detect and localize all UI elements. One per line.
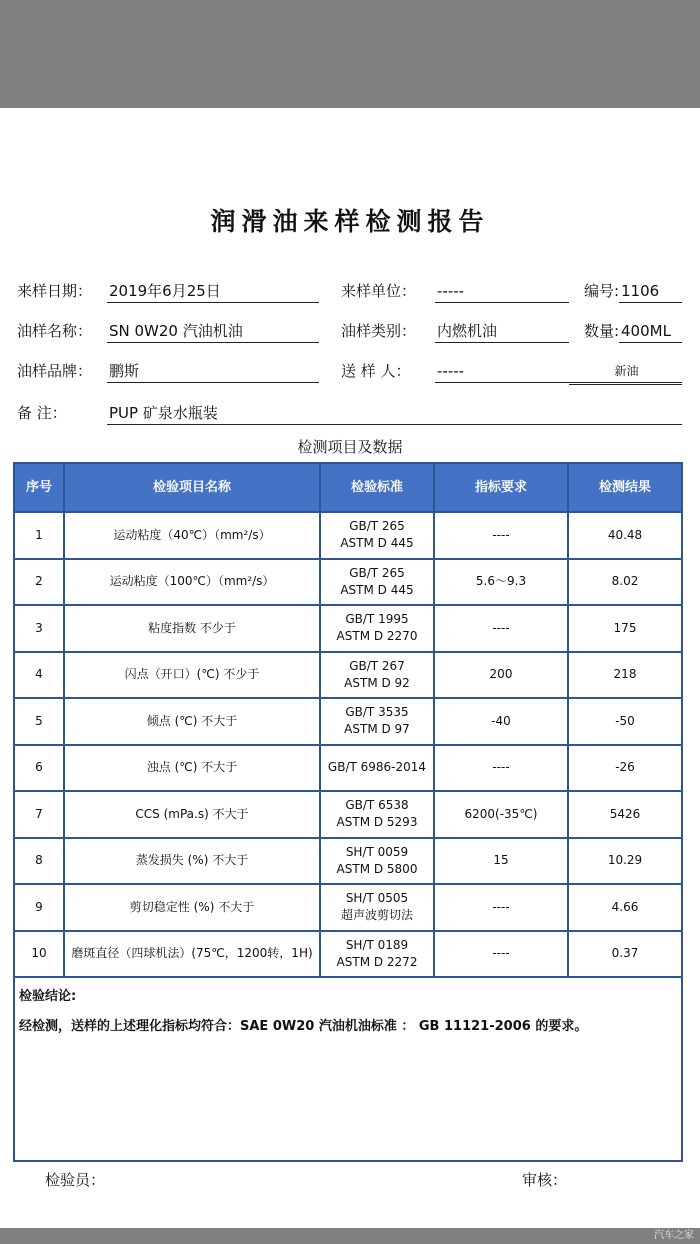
- row-item: 浊点 (℃) 不大于: [63, 746, 319, 791]
- row-item: 倾点 (℃) 不大于: [63, 699, 319, 744]
- row-standard: [319, 839, 433, 884]
- header-standard: 检验标准: [319, 464, 433, 511]
- row-result: 40.48: [567, 513, 681, 558]
- row-requirement: 6200(-35℃): [433, 792, 567, 837]
- bottom-gray-bar: [0, 1228, 700, 1244]
- row-no: 4: [35, 667, 43, 682]
- row-result: 175: [567, 606, 681, 651]
- row-standard: [319, 746, 433, 791]
- standard-line-2: ASTM D 445: [340, 582, 414, 597]
- header-no: 序号: [25, 480, 52, 495]
- report-title: 润滑油来样检测报告: [210, 207, 490, 236]
- header-result: 检测结果: [567, 464, 681, 511]
- standard-line-2: ASTM D 5293: [336, 815, 418, 830]
- sender-value: -----: [435, 361, 569, 383]
- sample-date-label: 来样日期：: [17, 282, 93, 300]
- row-result: 10.29: [567, 839, 681, 884]
- standard-line-2: ASTM D 2272: [336, 954, 418, 969]
- standard-line-1: GB/T 6538: [345, 798, 409, 813]
- row-no: 5: [35, 713, 43, 728]
- row-requirement: ----: [433, 746, 567, 791]
- quantity-value: 400ML: [619, 321, 682, 343]
- table-row: [15, 651, 681, 698]
- results-table: [13, 462, 683, 1162]
- row-item: 剪切稳定性 (%) 不大于: [63, 885, 319, 930]
- row-no: 6: [35, 760, 43, 775]
- row-no: 2: [35, 574, 43, 589]
- watermark: 汽车之家: [654, 1230, 694, 1241]
- standard-line-2: ASTM D 97: [344, 722, 410, 737]
- row-standard: [319, 932, 433, 977]
- conclusion-text: 经检测，送样的上述理化指标均符合：SAE 0W20 汽油机油标准 ： GB 11121-2006 的要求。: [19, 1019, 588, 1034]
- row-item: 粘度指数 不少于: [63, 606, 319, 651]
- row-requirement: ----: [433, 606, 567, 651]
- row-standard: [319, 653, 433, 698]
- row-no: 3: [35, 620, 43, 635]
- row-item: 蒸发损失 (%) 不大于: [63, 839, 319, 884]
- sender-label: 送 样 人：: [341, 362, 411, 380]
- standard-line-2: ASTM D 5800: [336, 861, 418, 876]
- row-result: 8.02: [567, 560, 681, 605]
- sample-date-value: 2019年6月25日: [107, 281, 319, 303]
- remark-label: 备 注：: [17, 404, 67, 422]
- standard-line-1: GB/T 267: [349, 658, 405, 673]
- row-result: -26: [567, 746, 681, 791]
- row-result: 218: [567, 653, 681, 698]
- row-item: 磨斑直径（四球机法）(75℃，1200转，1H): [63, 932, 319, 977]
- remark-value: PUP 矿泉水瓶装: [107, 403, 682, 425]
- row-standard: [319, 699, 433, 744]
- table-row: [15, 604, 681, 651]
- row-item: 运动粘度（40℃）（mm²/s）: [63, 513, 319, 558]
- brand-value: 鹏斯: [107, 361, 319, 383]
- oil-name-value: SN 0W20 汽油机油: [107, 321, 319, 343]
- quantity-label: 数量:: [584, 322, 620, 340]
- row-item: CCS (mPa.s) 不大于: [63, 792, 319, 837]
- row-result: -50: [567, 699, 681, 744]
- standard-line-1: GB/T 265: [349, 565, 405, 580]
- table-row: [15, 744, 681, 791]
- table-header-row: [15, 464, 681, 511]
- row-requirement: 5.6～9.3: [433, 560, 567, 605]
- oil-name-label: 油样名称：: [17, 322, 93, 340]
- row-requirement: -40: [433, 699, 567, 744]
- row-requirement: ----: [433, 932, 567, 977]
- standard-line-2: 超声波剪切法: [340, 908, 413, 923]
- table-row: [15, 697, 681, 744]
- table-row: [15, 511, 681, 558]
- row-result: 0.37: [567, 932, 681, 977]
- header-requirement: 指标要求: [433, 464, 567, 511]
- row-result: 4.66: [567, 885, 681, 930]
- conclusion-label: 检验结论:: [19, 989, 77, 1004]
- reviewer-label: 审核：: [522, 1171, 568, 1189]
- row-standard: [319, 560, 433, 605]
- standard-line-1: SH/T 0505: [345, 891, 409, 906]
- standard-line-2: ASTM D 445: [340, 536, 414, 551]
- unit-label: 来样单位：: [341, 282, 417, 300]
- top-gray-bar: [0, 0, 700, 108]
- row-requirement: ----: [433, 885, 567, 930]
- row-item: 闪点（开口）(℃) 不少于: [63, 653, 319, 698]
- standard-line-2: ASTM D 92: [344, 675, 410, 690]
- row-no: 1: [35, 527, 43, 542]
- row-requirement: 200: [433, 653, 567, 698]
- standard-line-2: ASTM D 2270: [336, 629, 418, 644]
- table-row: [15, 558, 681, 605]
- oil-type-value: 内燃机油: [435, 321, 569, 343]
- brand-label: 油样品牌：: [17, 362, 93, 380]
- number-label: 编号:: [584, 282, 620, 300]
- condition-value: 新油: [569, 361, 682, 385]
- unit-value: -----: [435, 281, 569, 303]
- row-no: 8: [35, 853, 43, 868]
- row-no: 9: [35, 899, 43, 914]
- row-standard: [319, 606, 433, 651]
- standard-line-1: SH/T 0059: [345, 844, 409, 859]
- row-standard: [319, 513, 433, 558]
- table-row: [15, 883, 681, 930]
- row-no: 7: [35, 806, 43, 821]
- standard-line-1: GB/T 6986-2014: [327, 760, 427, 775]
- number-value: 1106: [619, 281, 682, 303]
- row-standard: [319, 885, 433, 930]
- table-row: [15, 790, 681, 837]
- standard-line-1: GB/T 3535: [345, 705, 409, 720]
- row-requirement: ----: [433, 513, 567, 558]
- row-standard: [319, 792, 433, 837]
- table-row: [15, 930, 681, 977]
- inspector-label: 检验员：: [45, 1171, 106, 1189]
- row-result: 5426: [567, 792, 681, 837]
- oil-type-label: 油样类别：: [341, 322, 417, 340]
- standard-line-1: SH/T 0189: [345, 937, 409, 952]
- row-item: 运动粘度（100℃）（mm²/s）: [63, 560, 319, 605]
- header-item: 检验项目名称: [63, 464, 319, 511]
- standard-line-1: GB/T 1995: [345, 612, 409, 627]
- standard-line-1: GB/T 265: [349, 519, 405, 534]
- section-title: 检测项目及数据: [297, 438, 403, 456]
- row-requirement: 15: [433, 839, 567, 884]
- row-no: 10: [31, 946, 47, 961]
- conclusion-box: [15, 976, 681, 1160]
- table-row: [15, 837, 681, 884]
